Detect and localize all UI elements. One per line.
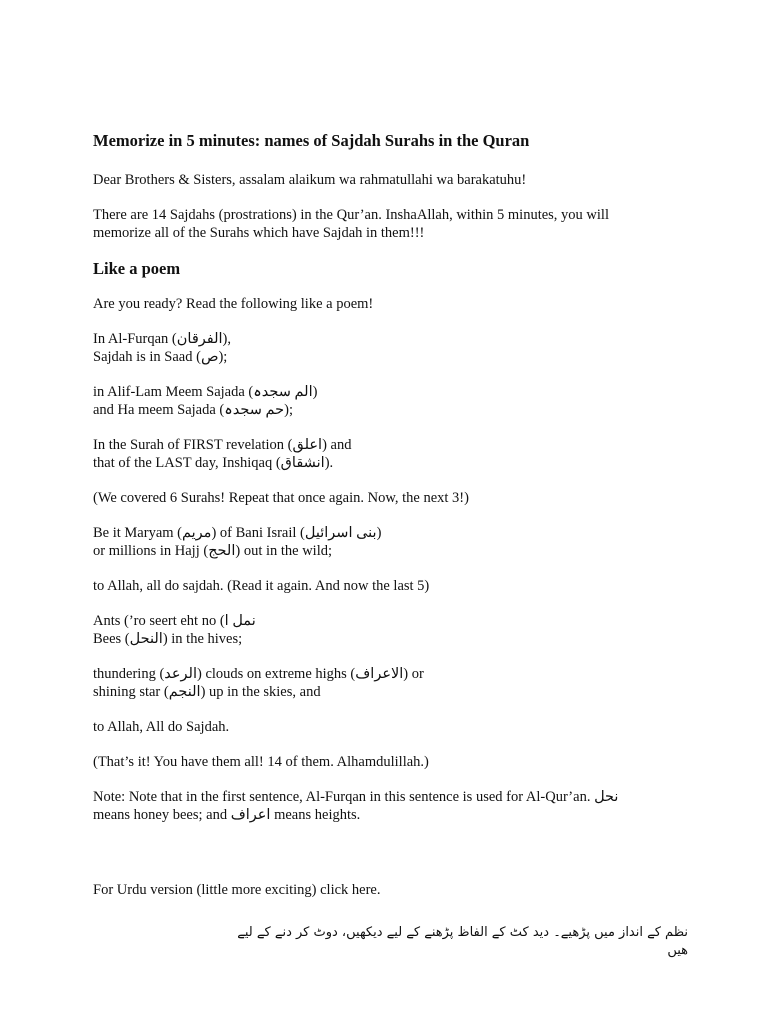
footnote-line: Note: Note that in the first sentence, Al-Furqan in this sentence is used for Al-Qur’an. نحل [93, 789, 619, 805]
stanza [93, 665, 693, 701]
urdu-version-link[interactable]: For Urdu version (little more exciting) click here. [93, 882, 381, 898]
stanza [93, 612, 693, 648]
stanza-line: thundering (الرعد) clouds on extreme highs (الاعراف) or [93, 666, 424, 682]
stanza-line: that of the LAST day, Inshiqaq (انشقاق). [93, 455, 334, 471]
stanza [93, 524, 693, 560]
urdu-line: نظم کے انداز میں پڑھیے۔ دید کٹ کے الفاظ پڑھنے کے لیے دیکھیں، دوٹ کر دنے کے لیے [237, 925, 688, 940]
stanza-line: and Ha meem Sajada (حم سجدہ); [93, 402, 293, 418]
intro-line: memorize all of the Surahs which have Sajdah in them!!! [93, 225, 425, 241]
stanza [93, 383, 693, 419]
stanza [93, 436, 693, 472]
document-body [93, 131, 693, 899]
stanza-line: in Alif-Lam Meem Sajada (الم سجدہ) [93, 384, 318, 400]
footnote-line: means honey bees; and اعراف means heights. [93, 807, 361, 823]
stanza-line: Sajdah is in Saad (ص); [93, 349, 228, 365]
greeting: Dear Brothers & Sisters, assalam alaikum wa rahmatullahi wa barakatuhu! [93, 172, 527, 188]
stanza-line: Bees (النحل) in the hives; [93, 631, 243, 647]
prompt: Are you ready? Read the following like a poem! [93, 296, 374, 312]
stanza-line: shining star (النجم) up in the skies, and [93, 684, 321, 700]
stanza-line: to Allah, All do Sajdah. [93, 719, 230, 735]
stanza-line: In the Surah of FIRST revelation (اعلق) and [93, 437, 352, 453]
intro-paragraph [93, 206, 693, 242]
stanza-line: In Al-Furqan (الفرقان), [93, 331, 232, 347]
footnote [93, 788, 693, 824]
stanza-line: to Allah, all do sajdah. (Read it again. And now the last 5) [93, 578, 430, 594]
subheading: Like a poem [93, 259, 181, 278]
urdu-line: ھیں [667, 943, 688, 958]
intro-line: There are 14 Sajdahs (prostrations) in the Qur’an. InshaAllah, within 5 minutes, you will [93, 207, 609, 223]
stanza [93, 330, 693, 366]
stanza-line: or millions in Hajj (الحج) out in the wild; [93, 543, 333, 559]
document-title: Memorize in 5 minutes: names of Sajdah Surahs in the Quran [93, 131, 530, 150]
urdu-text-block [93, 924, 688, 960]
progress-note: (We covered 6 Surahs! Repeat that once again. Now, the next 3!) [93, 490, 469, 506]
stanza-line: Ants (’ro seert eht no (نمل ا [93, 613, 256, 629]
stanza-line: Be it Maryam (مریم) of Bani Israil (بنی اسرائیل) [93, 525, 382, 541]
closing-line: (That’s it! You have them all! 14 of them. Alhamdulillah.) [93, 754, 429, 770]
